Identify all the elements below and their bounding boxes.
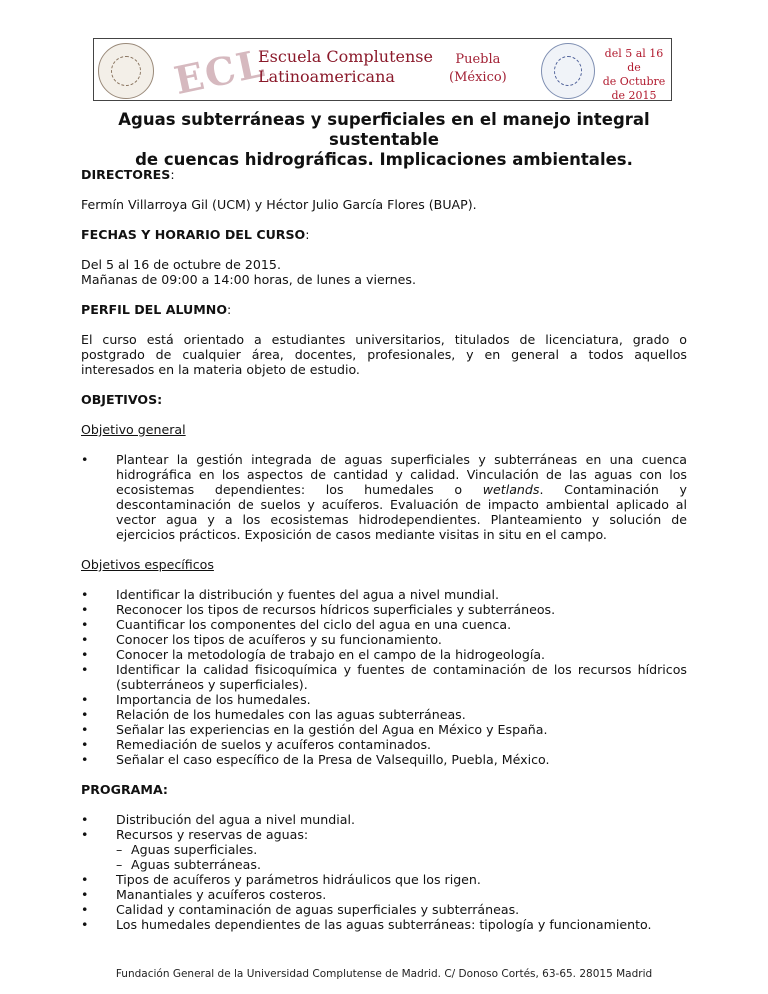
list-item: • Señalar las experiencias en la gestión del Agua en México y España.	[81, 722, 687, 737]
place-line-1: Puebla	[455, 52, 501, 67]
location-label	[449, 51, 507, 87]
objetivo-general-list	[81, 452, 687, 542]
fechas-heading: FECHAS Y HORARIO DEL CURSO:	[81, 227, 310, 242]
objetivos-especificos-list	[81, 587, 687, 767]
list-item: • Distribución del agua a nivel mundial.	[81, 812, 687, 827]
directores-heading: DIRECTORES:	[81, 167, 175, 182]
course-dates-label	[599, 47, 669, 103]
programa-heading: PROGRAMA:	[81, 782, 168, 797]
objetivos-heading: OBJETIVOS:	[81, 392, 163, 407]
title-line-2: de cuencas hidrográficas. Implicaciones ambientales.	[135, 150, 633, 169]
list-item: • Identificar la distribución y fuentes del agua a nivel mundial.	[81, 587, 687, 602]
buap-seal-logo	[541, 43, 595, 99]
list-item: • Tipos de acuíferos y parámetros hidráulicos que los rigen.	[81, 872, 687, 887]
fechas-line-1: Del 5 al 16 de octubre de 2015.	[81, 257, 281, 272]
list-item: • Manantiales y acuíferos costeros.	[81, 887, 687, 902]
list-item: • Identificar la calidad fisicoquímica y fuentes de contaminación de los recursos hídricos (subterráneos y superficiales).	[81, 662, 687, 692]
objetivos-especificos-heading: Objetivos específicos	[81, 557, 214, 572]
perfil-text: El curso está orientado a estudiantes universitarios, titulados de licenciatura, grado o postgrado de cualquier área, docentes, profesionales, y en general a todos aquellos interesados en la materia objeto de estudio.	[81, 332, 687, 377]
list-item: • Conocer la metodología de trabajo en el campo de la hidrogeología.	[81, 647, 687, 662]
document-body	[81, 167, 687, 932]
list-item: • Importancia de los humedales.	[81, 692, 687, 707]
sub-list-item: – Aguas superficiales.	[81, 842, 687, 857]
list-item: • Conocer los tipos de acuíferos y su funcionamiento.	[81, 632, 687, 647]
list-item: • Cuantificar los componentes del ciclo del agua en una cuenca.	[81, 617, 687, 632]
objetivo-general-item: • Plantear la gestión integrada de aguas superficiales y subterráneas en una cuenca hidrográfica en los aspectos de cantidad y calidad. Vinculación de las aguas con los ecosistemas dependientes: los humedales o wetlands. Contaminación y descontaminación de suelos y acuíferos. Evaluación de impacto ambiental aplicado al vector agua y a los ecosistemas hidrodependientes. Planteamiento y solución de ejercicios prácticos. Exposición de casos mediante visitas in situ en el campo.	[81, 452, 687, 542]
list-item: • Remediación de suelos y acuíferos contaminados.	[81, 737, 687, 752]
brand-line-2: Latinoamericana	[258, 67, 395, 86]
brand-name	[258, 47, 433, 87]
page-footer: Fundación General de la Universidad Complutense de Madrid. C/ Donoso Cortés, 63-65. 28015 Madrid	[115, 968, 653, 980]
title-line-1: Aguas subterráneas y superficiales en el manejo integral sustentable	[118, 110, 650, 149]
list-item: • Relación de los humedales con las aguas subterráneas.	[81, 707, 687, 722]
list-item: • Los humedales dependientes de las aguas subterráneas: tipología y funcionamiento.	[81, 917, 687, 932]
list-item: • Señalar el caso específico de la Presa de Valsequillo, Puebla, México.	[81, 752, 687, 767]
list-item: • Reconocer los tipos de recursos hídricos superficiales y subterráneos.	[81, 602, 687, 617]
brand-line-1: Escuela Complutense	[258, 47, 433, 66]
dates-line-1: del 5 al 16 de	[604, 47, 664, 74]
programa-list	[81, 812, 687, 932]
list-item: • Calidad y contaminación de aguas superficiales y subterráneas.	[81, 902, 687, 917]
dates-line-2: de Octubre	[602, 75, 666, 88]
document-title	[80, 110, 688, 170]
perfil-heading: PERFIL DEL ALUMNO:	[81, 302, 232, 317]
header-banner	[93, 38, 672, 104]
fechas-line-2: Mañanas de 09:00 a 14:00 horas, de lunes a viernes.	[81, 272, 416, 287]
ucm-seal-logo	[98, 43, 154, 99]
objetivo-general-heading: Objetivo general	[81, 422, 186, 437]
sub-list-item: – Aguas subterráneas.	[81, 857, 687, 872]
dates-line-3: de 2015	[611, 89, 657, 102]
list-item: • Recursos y reservas de aguas:	[81, 827, 687, 842]
directores-text: Fermín Villarroya Gil (UCM) y Héctor Julio García Flores (BUAP).	[81, 197, 477, 212]
place-line-2: (México)	[449, 70, 507, 85]
ecl-logo: ECL	[170, 39, 270, 104]
